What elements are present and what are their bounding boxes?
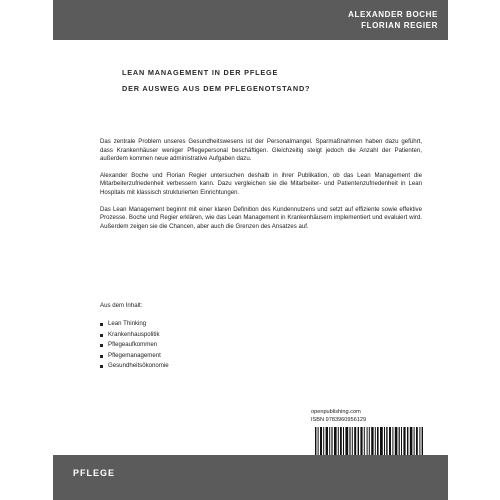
author-name-2: FLORIAN REGIER [361,21,438,30]
blurb [100,138,422,239]
contents-section [100,302,300,372]
series-name: PFLEGE [73,468,116,478]
header-band [53,0,448,40]
book-title: LEAN MANAGEMENT IN DER PFLEGE [122,68,279,77]
contents-heading: Aus dem Inhalt: [100,302,143,309]
list-item: Pflegeaufkommen [100,340,300,351]
isbn-text: ISBN 9783960956129 [311,416,367,423]
author-name-1: ALEXANDER BOCHE [348,10,438,19]
author-names [348,9,438,31]
contents-list [100,319,300,372]
publisher-website: openpublishing.com [311,409,361,415]
imprint [311,409,431,424]
list-item: Krankenhauspolitik [100,330,300,341]
book-back-cover [53,0,448,500]
list-item: Gesundheitsökonomie [100,361,300,372]
list-item: Pflegemanagement [100,351,300,362]
blurb-paragraph-1: Das zentrale Problem unseres Gesundheitswesens ist der Personalmangel. Sparmaßnahmen haben dazu geführt, dass Krankenhäuser weniger Pflegepersonal beschäftigen. Gleichzeitig steigt jedoch die Anzahl der Patienten, außerdem kommen neue administrative Aufgaben dazu. [100,138,422,163]
list-item: Lean Thinking [100,319,300,330]
book-subtitle: DER AUSWEG AUS DEM PFLEGENOTSTAND? [122,84,311,93]
title-block [122,68,422,100]
blurb-paragraph-3: Das Lean Management beginnt mit einer klaren Definition des Kundennutzens und setzt auf effiziente sowie effektive Prozesse. Boche und Regier erklären, wie das Lean Management in Krankenhäusern implementiert und evaluiert wird. Außerdem zeigen sie die Chancen, aber auch die Grenzen des Ansatzes auf. [100,205,422,230]
footer-band [53,455,448,500]
blurb-paragraph-2: Alexander Boche und Florian Regier untersuchen deshalb in ihrer Publikation, ob das Lean Management die Mitarbeiterzufriedenheit verbessern kann. Dazu vergleichen sie die Mitarbeiter- und Patientenzufriedenheit in Lean Hospitals mit klassisch strukturierten Einrichtungen. [100,171,422,196]
